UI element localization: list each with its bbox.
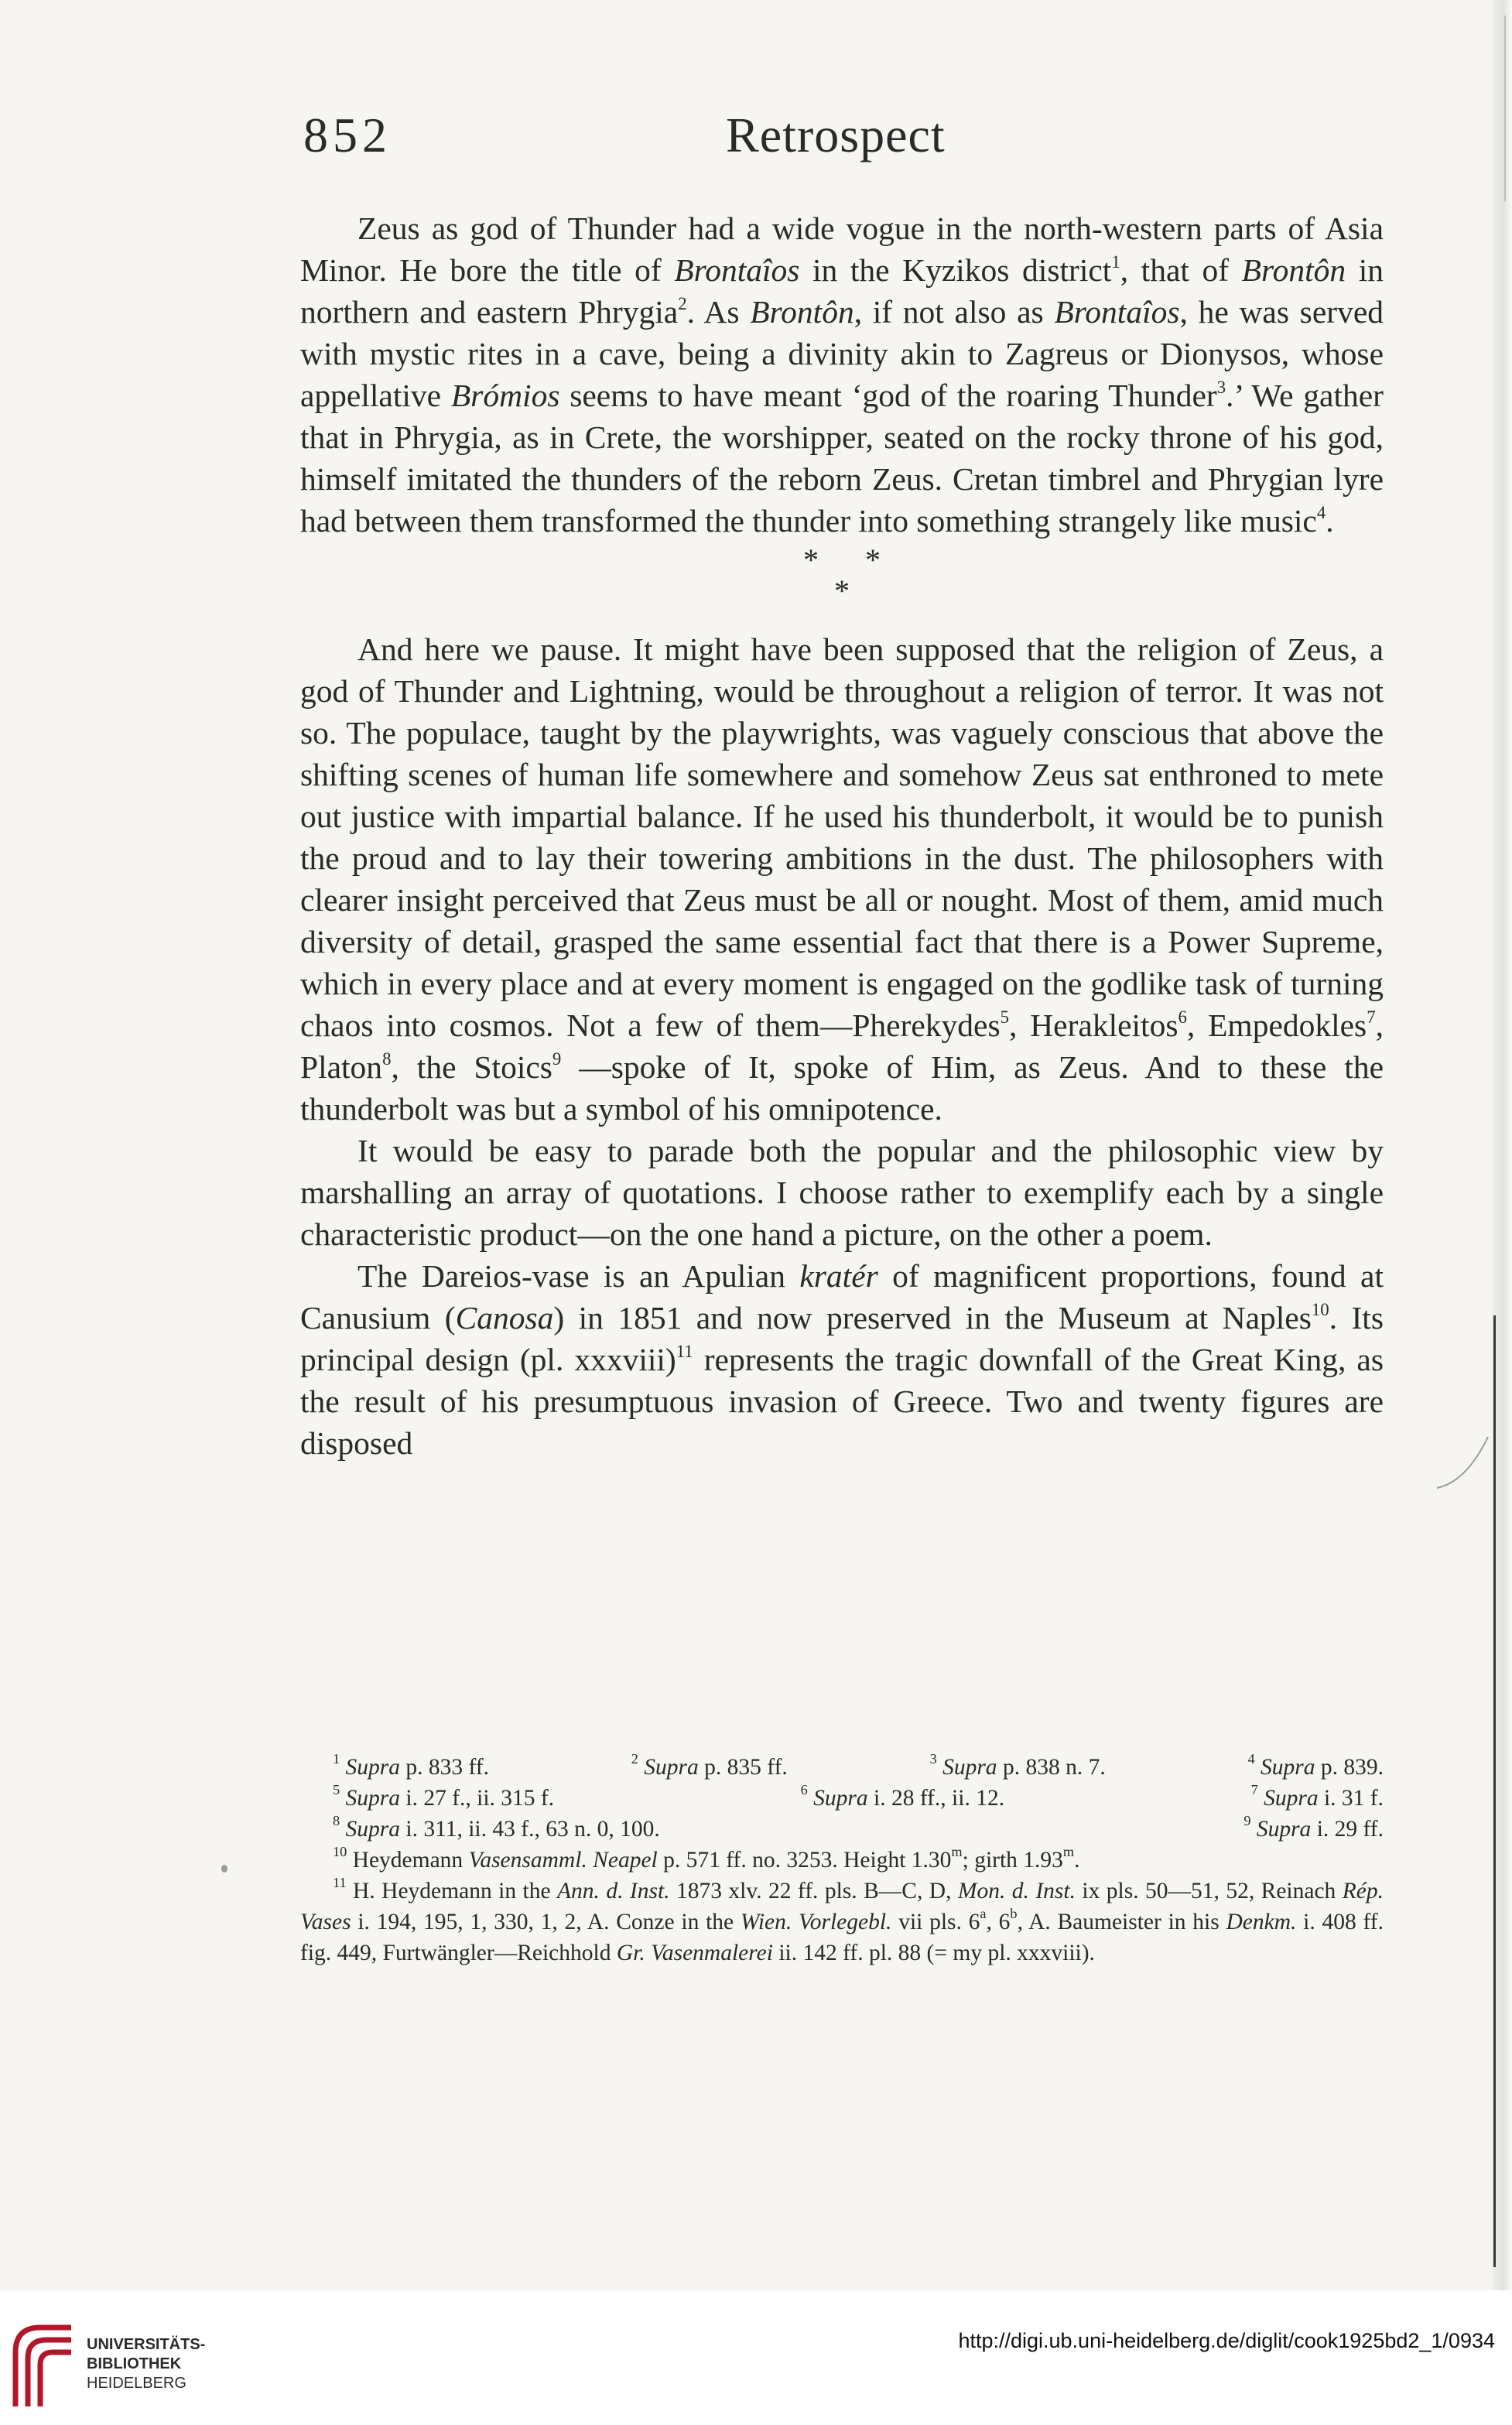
italic-term: Brontaîos xyxy=(1054,294,1180,330)
italic-term: Supra xyxy=(345,1817,400,1842)
italic-term: Brontaîos xyxy=(674,252,800,288)
text-run: , 6 xyxy=(986,1910,1011,1934)
text-run: . xyxy=(1074,1848,1080,1873)
footnote-number: 4 xyxy=(1247,1751,1255,1767)
library-name-line: BIBLIOTHEK xyxy=(87,2355,182,2372)
footnote-number: 6 xyxy=(800,1782,808,1798)
unit-superscript: m xyxy=(1062,1844,1075,1860)
italic-term: Supra xyxy=(345,1786,400,1811)
main-text xyxy=(300,207,1384,1464)
footnote-ref: 11 xyxy=(676,1341,693,1361)
italic-term: kratér xyxy=(799,1258,878,1294)
text-run: i. 408 ff. fig. 449, Furtwängler—Reichhold xyxy=(300,1910,1384,1965)
text-run: in the Kyzikos district xyxy=(799,252,1112,288)
plate-superscript: a xyxy=(980,1906,987,1922)
italic-term: Supra xyxy=(942,1755,997,1780)
italic-term: Supra xyxy=(1264,1786,1319,1811)
footnote-ref: 7 xyxy=(1367,1007,1376,1027)
library-name-line: HEIDELBERG xyxy=(87,2375,186,2392)
paragraph-2 xyxy=(300,628,1384,1130)
text-run: p. 833 ff. xyxy=(400,1755,489,1780)
italic-term: Supra xyxy=(1260,1755,1315,1780)
footnote-number: 3 xyxy=(929,1751,937,1767)
footnote-ref: 6 xyxy=(1178,1007,1187,1027)
pencil-mark xyxy=(1435,1435,1490,1490)
footnote-ref: 8 xyxy=(382,1048,392,1069)
text-run: i. 31 f. xyxy=(1318,1786,1384,1811)
page-number: 852 xyxy=(303,108,392,162)
text-run: , he was served with mystic rites in a cave, being a divinity akin to Zagreus or Dionysos, whose appellative xyxy=(300,294,1384,413)
text-run: i. 28 ff., ii. 12. xyxy=(867,1786,1005,1811)
text-run: Zeus as god of Thunder had a wide vogue in the north-western parts of Asia Minor. He bore the title of xyxy=(300,210,1384,288)
footnote-ref: 10 xyxy=(1311,1299,1329,1319)
paragraph-3: It would be easy to parade both the popular and the philosophic view by marshalling an array of quotations. I choose rather to exemplify each by a single characteristic product—on the one hand a picture, on the other a poem. xyxy=(300,1133,1384,1252)
footnote-4 xyxy=(1247,1752,1384,1783)
footnotes xyxy=(300,1752,1384,1968)
text-run: . xyxy=(1326,503,1334,539)
footnote-ref: 4 xyxy=(1316,502,1326,522)
text-run: , Empedokles xyxy=(1186,1007,1367,1043)
footnote-number: 8 xyxy=(333,1813,340,1829)
italic-term: Vasensamml. Neapel xyxy=(468,1848,658,1873)
running-title: Retrospect xyxy=(726,108,946,162)
italic-term: Brontôn xyxy=(750,294,854,330)
text-run: , Herakleitos xyxy=(1009,1007,1178,1043)
ink-smudge xyxy=(221,1865,227,1873)
footnote-7 xyxy=(1251,1783,1384,1814)
section-break xyxy=(300,542,1384,608)
page-url-link[interactable]: http://digi.ub.uni-heidelberg.de/diglit/cook1925bd2_1/0934 xyxy=(958,2329,1495,2352)
text-run: —spoke of It, spoke of Him, as Zeus. And to these the thunderbolt was but a symbol of his omnipotence. xyxy=(300,1049,1384,1127)
text-run: p. 838 n. 7. xyxy=(997,1755,1106,1780)
text-run: i. 27 f., ii. 315 f. xyxy=(400,1786,555,1811)
footnote-number: 5 xyxy=(333,1782,340,1798)
text-run: H. Heydemann in the xyxy=(346,1879,557,1903)
footnote-ref: 5 xyxy=(1000,1007,1010,1027)
footnote-row xyxy=(300,1783,1384,1814)
paragraph-4 xyxy=(300,1255,1384,1464)
library-name xyxy=(87,2335,205,2393)
footnote-9 xyxy=(1243,1814,1384,1845)
footnote-1 xyxy=(333,1752,489,1783)
viewer-footer xyxy=(0,2290,1512,2425)
text-run: i. 311, ii. 43 f., 63 n. 0, 100. xyxy=(400,1817,660,1842)
footnote-ref: 2 xyxy=(678,293,687,313)
asterisk: * xyxy=(865,542,881,577)
text-run: , if not also as xyxy=(853,294,1055,330)
footnote-6 xyxy=(801,1783,1004,1814)
plate-superscript: b xyxy=(1010,1906,1018,1922)
library-logo-icon xyxy=(9,2321,79,2414)
page-edge-line xyxy=(1493,1315,1496,2267)
text-run: And here we pause. It might have been supposed that the religion of Zeus, a god of Thunder and Lightning, would be throughout a religion of terror. It was not so. The populace, taught by the playwrights, was vaguely conscious that above the shifting scenes of human life somewhere and somehow Zeus sat enthroned to mete out justice with impartial balance. If he used his thunderbolt, it would be to punish the proud and to lay their towering ambitions in the dust. The philosophers with clearer insight perceived that Zeus must be all or nought. Most of them, amid much diversity of detail, grasped the same essential fact that there is a Power Supreme, which in every place and at every moment is engaged on the godlike task of turning chaos into cosmos. Not a few of them—Pherekydes xyxy=(300,631,1384,1043)
italic-term: Rép. Vases xyxy=(300,1879,1384,1934)
italic-term: Denkm. xyxy=(1226,1910,1297,1934)
italic-term: Brontôn xyxy=(1241,252,1346,288)
footnote-row xyxy=(300,1752,1384,1783)
footnote-3 xyxy=(930,1752,1106,1783)
footnote-ref: 1 xyxy=(1111,251,1120,272)
text-run: , that of xyxy=(1120,252,1242,288)
text-run: of magnificent proportions, found at Canusium ( xyxy=(300,1258,1384,1336)
text-run: vii pls. 6 xyxy=(891,1910,980,1934)
footnote-8 xyxy=(333,1814,660,1845)
text-run: ii. 142 ff. pl. 88 (= my pl. xxxviii). xyxy=(772,1941,1095,1965)
unit-superscript: m xyxy=(951,1844,963,1860)
page-header xyxy=(0,107,1512,169)
footnote-number: 1 xyxy=(333,1751,340,1767)
italic-term: Canosa xyxy=(455,1300,554,1336)
text-run: 1873 xlv. 22 ff. pls. B—C, D, xyxy=(669,1879,958,1903)
italic-term: Supra xyxy=(644,1755,699,1780)
text-run: represents the tragic downfall of the Great King, as the result of his presumptuous invasion of Greece. Two and twenty figures are disposed xyxy=(300,1342,1384,1461)
footnote-10 xyxy=(300,1845,1384,1876)
italic-term: Brómios xyxy=(450,378,560,413)
text-run: , the Stoics xyxy=(391,1049,552,1085)
italic-term: Gr. Vasenmalerei xyxy=(616,1941,773,1965)
footnote-row xyxy=(300,1814,1384,1845)
text-run: i. 29 ff. xyxy=(1311,1817,1384,1842)
text-run: , A. Baumeister in his xyxy=(1017,1910,1226,1934)
text-run: i. 194, 195, 1, 330, 1, 2, A. Conze in the xyxy=(351,1910,741,1934)
asterisk: * xyxy=(803,542,819,577)
paragraph-1 xyxy=(300,207,1384,542)
asterisk: * xyxy=(834,573,850,608)
footnote-2 xyxy=(631,1752,788,1783)
italic-term: Supra xyxy=(1256,1817,1312,1842)
text-run: p. 571 ff. no. 3253. Height 1.30 xyxy=(657,1848,952,1873)
text-run: , Platon xyxy=(300,1007,1384,1085)
italic-term: Supra xyxy=(345,1755,400,1780)
footnote-ref: 3 xyxy=(1216,377,1226,397)
footnote-5 xyxy=(333,1783,554,1814)
footnote-number: 9 xyxy=(1243,1813,1251,1829)
footnote-number: 11 xyxy=(333,1875,347,1891)
footnote-number: 2 xyxy=(631,1751,638,1767)
italic-term: Supra xyxy=(813,1786,868,1811)
text-run: in northern and eastern Phrygia xyxy=(300,252,1384,330)
text-run: . Its principal design (pl. xxxviii) xyxy=(300,1300,1384,1377)
text-run: ) in 1851 and now preserved in the Museum at Naples xyxy=(553,1300,1312,1336)
footnote-number: 10 xyxy=(333,1844,347,1860)
text-run: ; girth 1.93 xyxy=(962,1848,1063,1873)
text-run: ix pls. 50—51, 52, Reinach xyxy=(1075,1879,1343,1903)
text-run: Heydemann xyxy=(347,1848,469,1873)
footnote-number: 7 xyxy=(1250,1782,1258,1798)
footnote-11 xyxy=(300,1876,1384,1968)
text-run: p. 839. xyxy=(1315,1755,1384,1780)
text-run: . As xyxy=(686,294,751,330)
text-run: p. 835 ff. xyxy=(698,1755,788,1780)
library-name-line: UNIVERSITÄTS- xyxy=(87,2336,206,2353)
text-run: The Dareios-vase is an Apulian xyxy=(357,1258,800,1294)
text-run: .’ We gather that in Phrygia, as in Crete, the worshipper, seated on the rocky throne of his god, himself imitated the thunders of the reborn Zeus. Cretan timbrel and Phrygian lyre had between them transformed the thunder into something strangely like music xyxy=(300,378,1384,539)
text-run: seems to have meant ‘god of the roaring Thunder xyxy=(559,378,1217,413)
italic-term: Mon. d. Inst. xyxy=(957,1879,1076,1903)
italic-term: Ann. d. Inst. xyxy=(557,1879,670,1903)
italic-term: Wien. Vorlegebl. xyxy=(740,1910,892,1934)
footnote-ref: 9 xyxy=(552,1048,562,1069)
